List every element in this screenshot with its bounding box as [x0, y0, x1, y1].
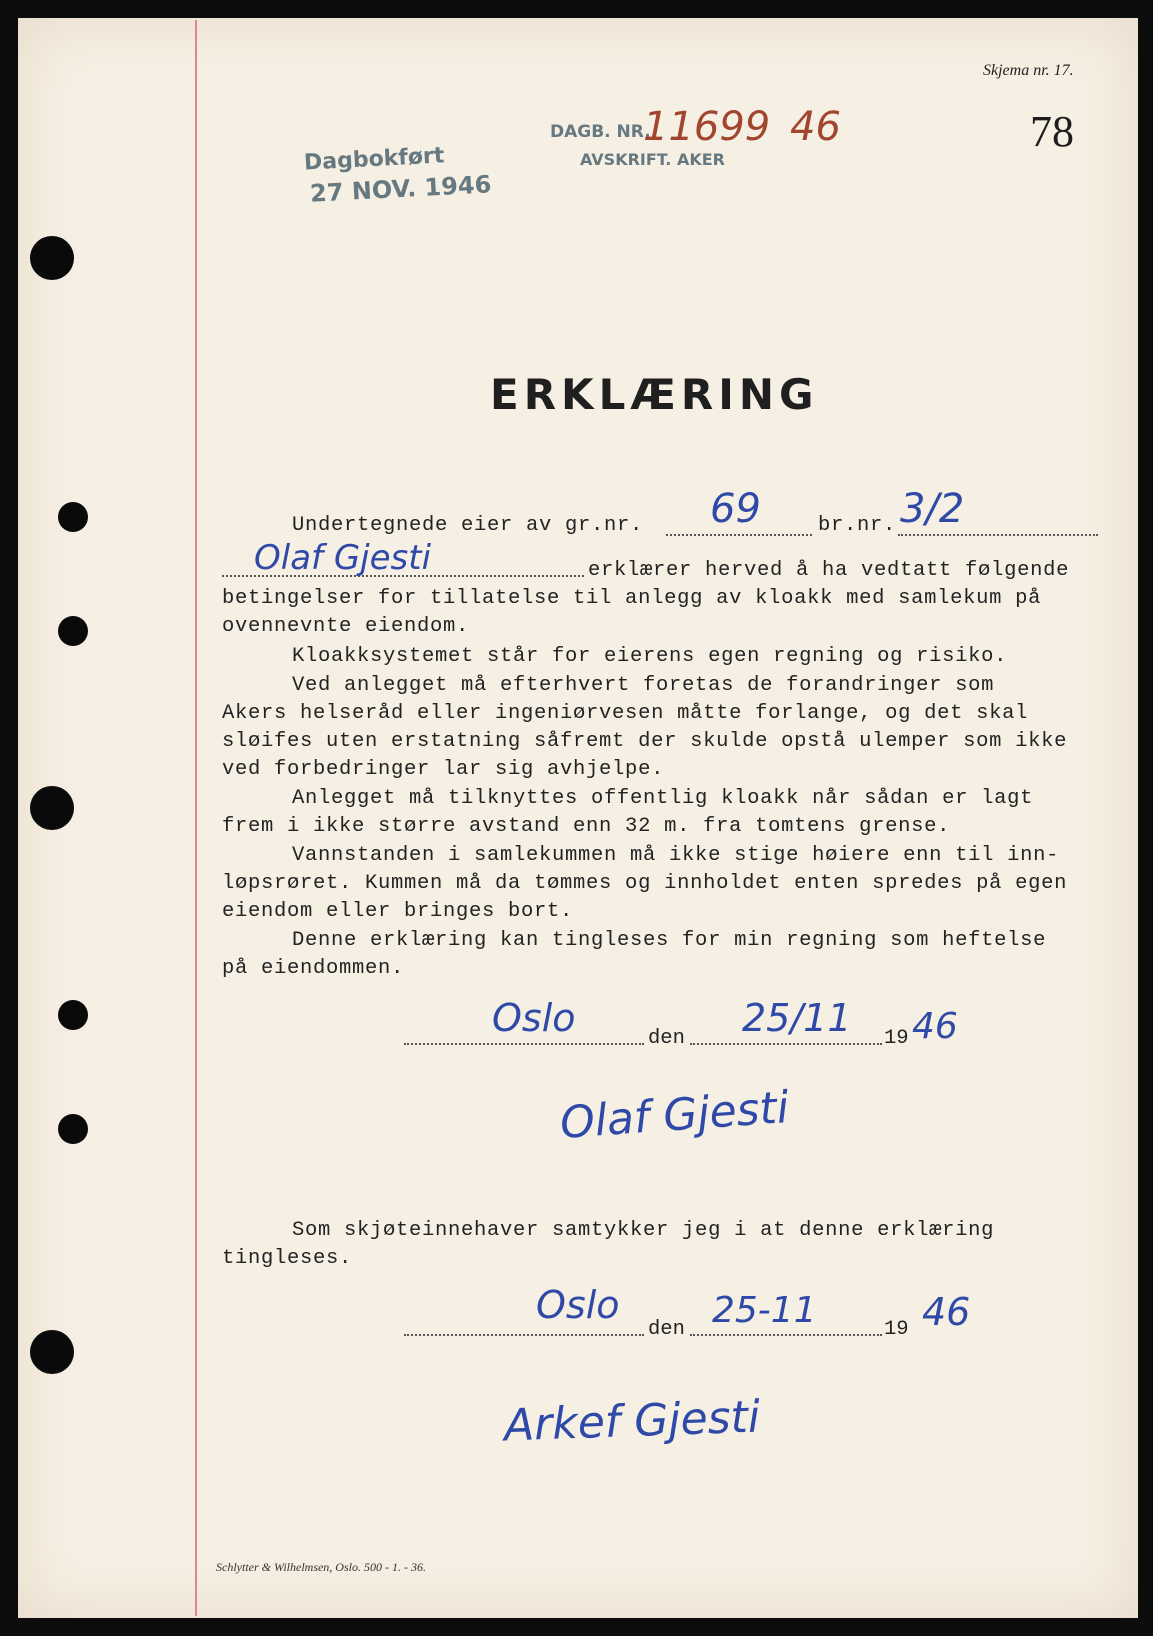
- year-handwritten: 46: [922, 1290, 971, 1334]
- dagbok-stamp-label: Dagbokført: [303, 143, 445, 176]
- printer-footer: Schlytter & Wilhelmsen, Oslo. 500 - 1. - 36.: [216, 1560, 426, 1574]
- consent-line: tingleses.: [222, 1247, 353, 1270]
- body-line: erklærer herved å ha vedtatt følgende: [588, 559, 1070, 582]
- body-line: frem i ikke større avstand enn 32 m. fra tomtens grense.: [222, 815, 951, 838]
- owner-name-handwritten: Olaf Gjesti: [254, 538, 432, 578]
- punch-hole: [30, 786, 74, 830]
- body-line: ovennevnte eiendom.: [222, 615, 470, 638]
- body-line: Denne erklæring kan tingleses for min regning som heftelse: [292, 929, 1047, 952]
- bnr-dotted-line: [898, 534, 1098, 536]
- gnr-dotted-line: [666, 534, 812, 536]
- body-line: Anlegget må tilknyttes offentlig kloakk når sådan er lagt: [292, 787, 1034, 810]
- punch-hole: [58, 1114, 88, 1144]
- bnr-value: 3/2: [900, 486, 965, 532]
- date-handwritten: 25-11: [712, 1290, 817, 1331]
- den-label: den: [648, 1027, 685, 1050]
- body-line: betingelser for tillatelse til anlegg av kloakk med samlekum på: [222, 587, 1042, 610]
- intro-text: Undertegnede eier av gr.nr.: [292, 514, 644, 537]
- year-prefix: 19: [884, 1318, 909, 1341]
- place-dotted-line: [404, 1043, 644, 1045]
- document-title: ERKLÆRING: [490, 370, 819, 419]
- punch-hole: [30, 236, 74, 280]
- date-dotted-line: [690, 1334, 882, 1336]
- body-line: sløifes uten erstatning såfremt der skulde opstå ulemper som ikke: [222, 730, 1068, 753]
- consent-line: Som skjøteinnehaver samtykker jeg i at denne erklæring: [292, 1219, 995, 1242]
- body-line: løpsrøret. Kummen må da tømmes og innholdet enten spredes på egen: [222, 872, 1068, 895]
- year-handwritten: 46: [912, 1006, 958, 1047]
- date-handwritten: 25/11: [742, 996, 852, 1040]
- body-line: Ved anlegget må efterhvert foretas de forandringer som: [292, 674, 995, 697]
- punch-hole: [58, 502, 88, 532]
- body-line: Kloakksystemet står for eierens egen regning og risiko.: [292, 645, 1008, 668]
- page-number: 78: [1030, 107, 1074, 156]
- place-dotted-line: [404, 1334, 644, 1336]
- deed-holder-signature: Arkef Gjesti: [503, 1391, 761, 1452]
- dagbok-stamp-date: 27 NOV. 1946: [309, 170, 492, 208]
- handwritten-dagbok-number: 11699: [643, 104, 771, 150]
- dagbok-number-stamp: DAGB. NR.: [550, 122, 651, 142]
- red-margin-line: [195, 20, 197, 1616]
- bnr-label: br.nr.: [818, 514, 897, 537]
- body-line: eiendom eller bringes bort.: [222, 900, 574, 923]
- punch-hole: [58, 616, 88, 646]
- den-label: den: [648, 1318, 685, 1341]
- body-line: Akers helseråd eller ingeniørvesen måtte forlange, og det skal: [222, 702, 1029, 725]
- handwritten-dagbok-year: 46: [790, 104, 841, 150]
- place-handwritten: Oslo: [536, 1283, 620, 1327]
- year-prefix: 19: [884, 1027, 909, 1050]
- avskrift-stamp: AVSKRIFT. AKER: [580, 150, 725, 169]
- date-dotted-line: [690, 1043, 882, 1045]
- place-handwritten: Oslo: [492, 996, 576, 1040]
- body-line: ved forbedringer lar sig avhjelpe.: [222, 758, 665, 781]
- body-line: på eiendommen.: [222, 957, 405, 980]
- punch-hole: [30, 1330, 74, 1374]
- owner-signature: Olaf Gjesti: [558, 1082, 791, 1149]
- body-line: Vannstanden i samlekummen må ikke stige høiere enn til inn-: [292, 844, 1060, 867]
- punch-hole: [58, 1000, 88, 1030]
- form-schema-label: Skjema nr. 17.: [983, 62, 1074, 79]
- gnr-value: 69: [710, 486, 761, 532]
